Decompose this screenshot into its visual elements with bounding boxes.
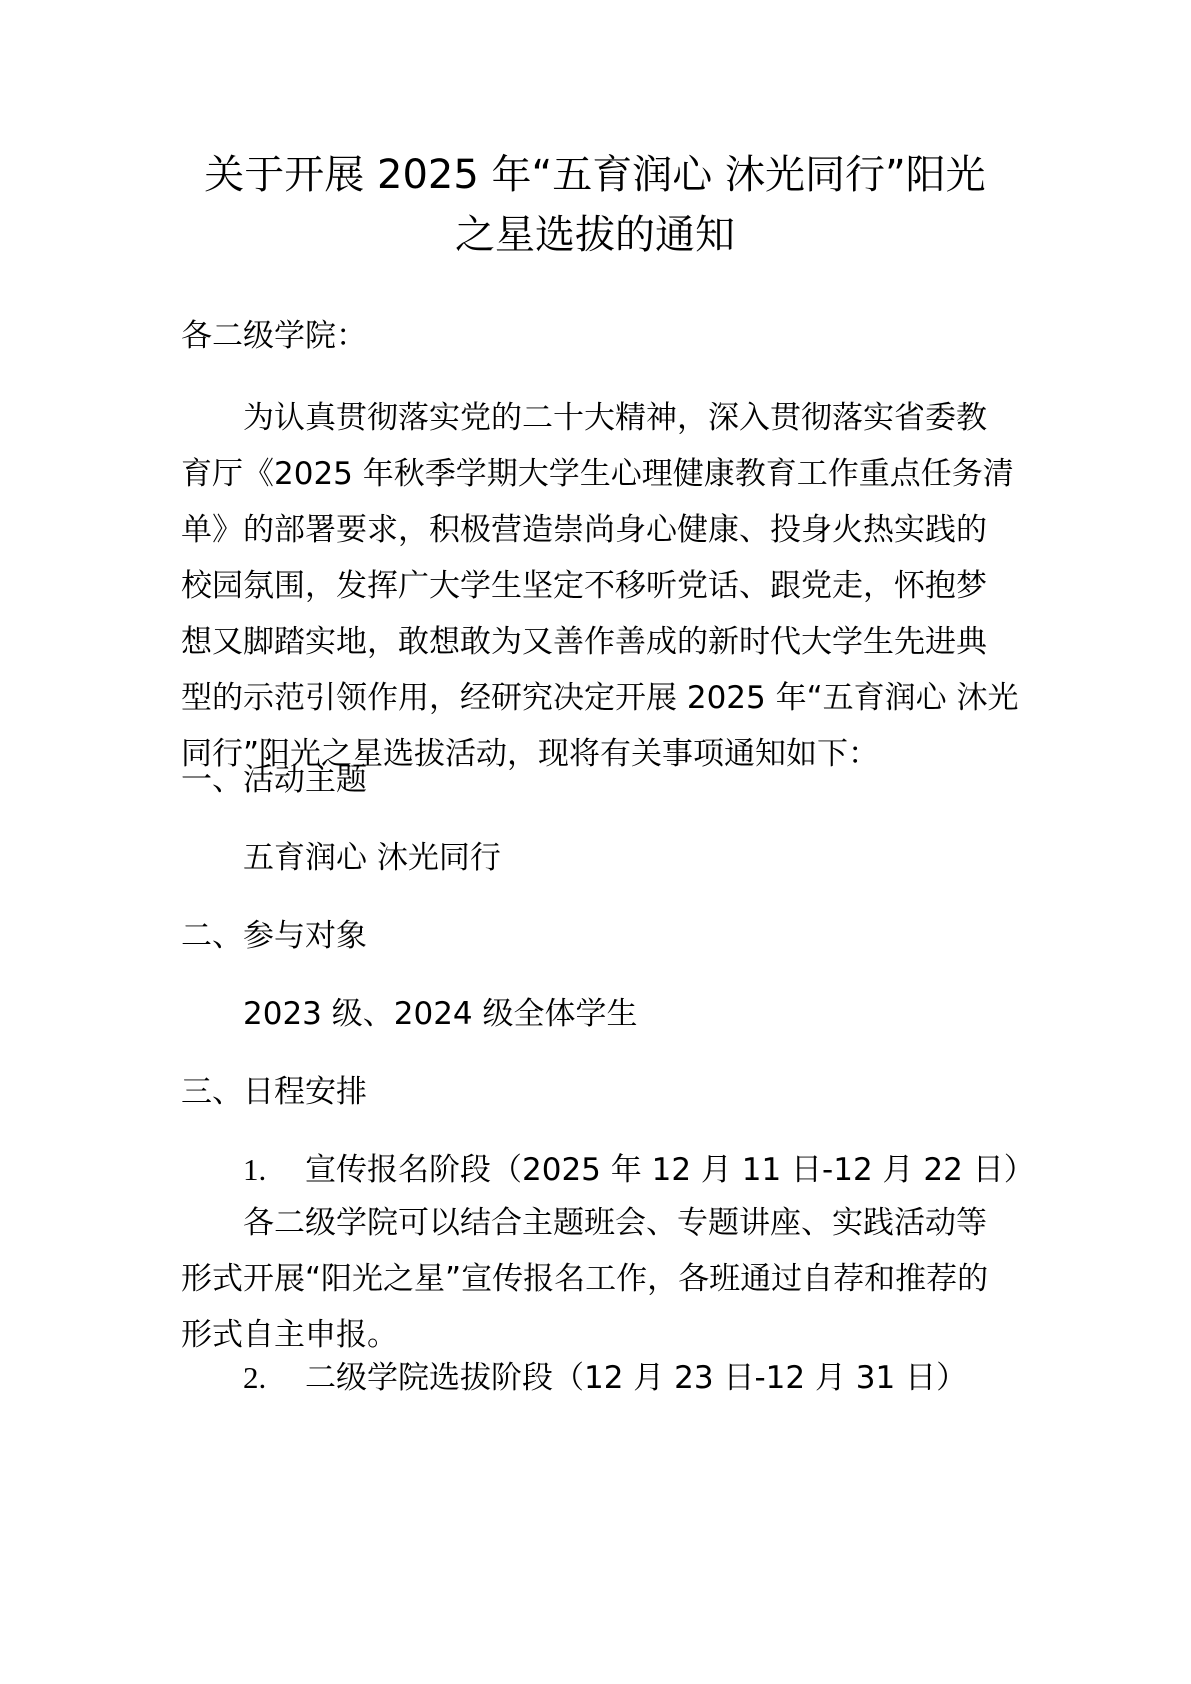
schedule-item-2-number: 2. (243, 1360, 267, 1395)
intro-line: 型的示范引领作用，经研究决定开展 2025 年“五育润心 沐光 (181, 680, 1019, 716)
intro-line: 想又脚踏实地，敢想敢为又善作善成的新时代大学生先进典 (181, 624, 987, 660)
section-heading-schedule: 三、日程安排 (181, 1074, 367, 1110)
section-content-theme: 五育润心 沐光同行 (243, 840, 501, 876)
title-line-1: 关于开展 2025 年“五育润心 沐光同行”阳光 (204, 152, 986, 198)
item1-line: 形式自主申报。 (181, 1317, 398, 1353)
schedule-item-1-body (181, 1195, 1013, 1363)
item1-line: 各二级学院可以结合主题班会、专题讲座、实践活动等 (243, 1205, 987, 1241)
intro-line: 为认真贯彻落实党的二十大精神，深入贯彻落实省委教 (243, 400, 987, 436)
schedule-item-2-title-row (243, 1350, 1083, 1406)
schedule-item-1-number: 1. (243, 1152, 267, 1187)
schedule-item-2-title: 二级学院选拔阶段（12 月 23 日-12 月 31 日） (305, 1360, 968, 1396)
section-heading-participants: 二、参与对象 (181, 918, 367, 954)
schedule-item-1-title-row (243, 1142, 1083, 1198)
intro-line: 育厅《2025 年秋季学期大学生心理健康教育工作重点任务清 (181, 456, 1014, 492)
intro-line: 单》的部署要求，积极营造崇尚身心健康、投身火热实践的 (181, 512, 987, 548)
intro-line: 校园氛围，发挥广大学生坚定不移听党话、跟党走，怀抱梦 (181, 568, 987, 604)
schedule-item-1-title: 宣传报名阶段（2025 年 12 月 11 日-12 月 22 日） (305, 1152, 1035, 1188)
intro-line: 同行”阳光之星选拔活动，现将有关事项通知如下： (181, 736, 880, 772)
intro-paragraph (181, 390, 1019, 782)
salutation: 各二级学院： (181, 318, 367, 354)
item1-line: 形式开展“阳光之星”宣传报名工作，各班通过自荐和推荐的 (181, 1261, 989, 1297)
document-title (160, 145, 1030, 265)
section-heading-theme: 一、活动主题 (181, 762, 367, 798)
section-content-participants: 2023 级、2024 级全体学生 (243, 996, 638, 1032)
title-line-2: 之星选拔的通知 (455, 212, 735, 258)
